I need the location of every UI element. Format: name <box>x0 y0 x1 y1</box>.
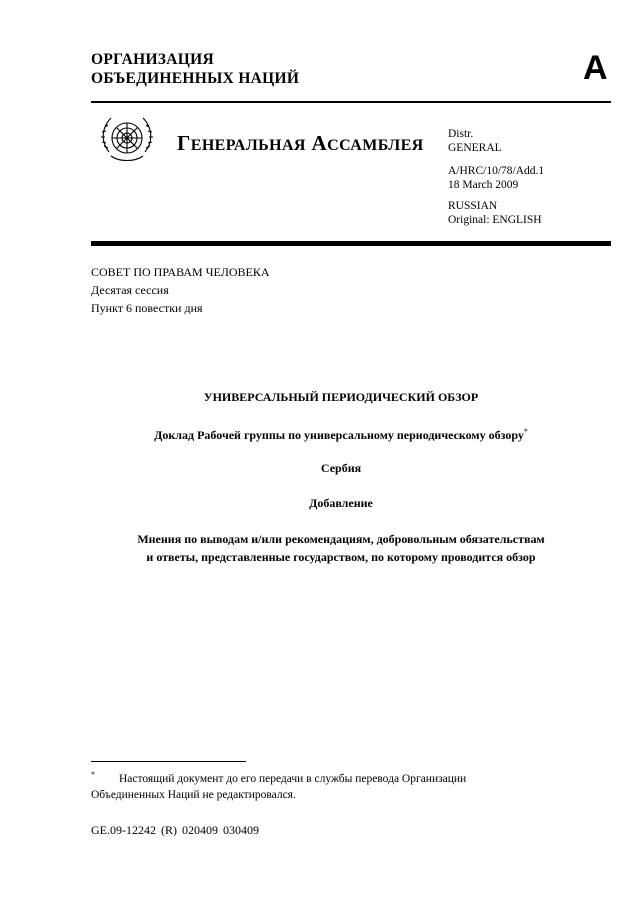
distribution-block <box>448 128 502 155</box>
document-job-code: GE.09-12242 (R) 020409 030409 <box>91 823 259 837</box>
distr-label: Distr. <box>448 128 474 140</box>
addendum-label: Добавление <box>309 496 373 510</box>
document-date: 18 March 2009 <box>448 178 519 191</box>
un-emblem-icon <box>97 112 157 167</box>
assembly-word-2: ССАМБЛЕЯ <box>327 137 424 154</box>
subtitle <box>91 530 591 566</box>
assembly-initial-2: А <box>311 131 328 155</box>
header-thick-rule <box>91 241 611 246</box>
session-info <box>91 263 270 317</box>
language-block <box>448 200 542 227</box>
footnote-text: Настоящий документ до его передачи в службы перевода Организации Объединенных Наций не редактировался. <box>91 772 467 801</box>
assembly-word-1: ЕНЕРАЛЬНАЯ <box>190 137 306 154</box>
original-language: Original: ENGLISH <box>448 213 542 226</box>
organization-line-1: ОРГАНИЗАЦИЯ <box>91 51 214 68</box>
symbol-block <box>448 165 544 192</box>
report-footnote-mark: * <box>523 427 528 436</box>
organization-line-2: ОБЪЕДИНЕННЫХ НАЦИЙ <box>91 70 300 87</box>
assembly-initial-1: Г <box>177 131 191 155</box>
document-symbol: A/HRC/10/78/Add.1 <box>448 165 545 177</box>
general-assembly-title <box>177 131 424 158</box>
distribution-value: GENERAL <box>448 141 502 154</box>
subtitle-line-2: и ответы, представленные государством, по которому проводится обзор <box>146 550 536 564</box>
footnote-mark: * <box>91 770 95 779</box>
footnote <box>91 767 531 803</box>
council-name: СОВЕТ ПО ПРАВАМ ЧЕЛОВЕКА <box>91 265 270 279</box>
footnote-rule <box>91 761 246 762</box>
header-rule <box>91 101 611 103</box>
document-series-letter: A <box>583 49 608 87</box>
report-title-text: Доклад Рабочей группы по универсальному периодическому обзору <box>154 428 524 442</box>
report-title <box>91 423 591 444</box>
agenda-item: Пункт 6 повестки дня <box>91 301 203 315</box>
country-name: Сербия <box>320 461 362 475</box>
session-number: Десятая сессия <box>91 283 169 297</box>
organization-name <box>91 50 299 88</box>
document-language: RUSSIAN <box>448 200 498 212</box>
main-title: УНИВЕРСАЛЬНЫЙ ПЕРИОДИЧЕСКИЙ ОБЗОР <box>203 390 479 404</box>
subtitle-line-1: Мнения по выводам и/или рекомендациям, добровольным обязательствам <box>137 532 545 546</box>
